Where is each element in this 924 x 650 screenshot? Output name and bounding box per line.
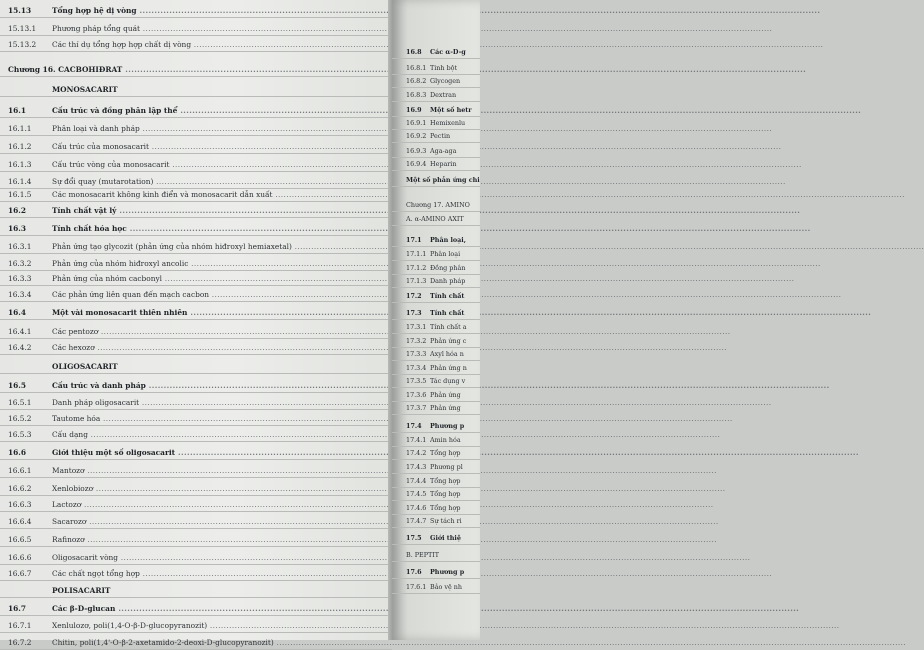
toc-row-title: Một số hetr xyxy=(430,106,472,114)
toc-row-title: Chương 16. CACBOHIĐRAT ..... xyxy=(8,65,334,74)
ruled-line xyxy=(392,387,480,388)
toc-row-number: 17.3.1 xyxy=(406,323,427,331)
toc-row xyxy=(0,63,392,77)
toc-row-number: 17.1.1 xyxy=(406,250,427,258)
toc-row-number: 16.1.2 xyxy=(8,142,32,151)
toc-row-number: 16.6 xyxy=(8,448,27,457)
ruled-line xyxy=(0,76,392,77)
ruled-line xyxy=(392,414,480,415)
toc-row-title: Chitin, poli(1,4'-O-β-2-axetamido-2-deoxi-D-glucopyranozit) ..... xyxy=(52,638,334,647)
toc-row-title: POLISACARIT xyxy=(52,586,111,595)
toc-row-number: 17.6 xyxy=(406,568,422,576)
toc-row xyxy=(0,222,392,236)
toc-row xyxy=(0,584,392,598)
toc-row-title: Tính chất xyxy=(430,309,465,317)
ruled-line xyxy=(0,270,392,271)
toc-row-number: 15.13 xyxy=(8,6,32,15)
toc-row-title: Rafinozơ ..... xyxy=(52,535,334,544)
toc-row-title: Hemixenlu xyxy=(430,119,466,127)
ruled-line xyxy=(0,235,392,236)
toc-row-number: 17.3.5 xyxy=(406,377,427,385)
toc-row-title: Tautome hóa ..... xyxy=(52,414,334,423)
toc-row-number: 15.13.2 xyxy=(8,40,37,49)
toc-row-title: Các monosacarit không kinh điển và monosacarit dẫn xuất ..... xyxy=(52,190,334,199)
toc-row-number: 16.9.4 xyxy=(406,160,427,168)
ruled-line xyxy=(392,87,480,88)
toc-row-number: 16.6.6 xyxy=(8,553,32,562)
toc-row-number: 16.1.5 xyxy=(8,190,32,199)
toc-row xyxy=(0,341,392,355)
ruled-line xyxy=(392,260,480,261)
ruled-line xyxy=(392,500,480,501)
ruled-line xyxy=(0,477,392,478)
toc-row xyxy=(0,360,392,374)
toc-row-number: 16.9.1 xyxy=(406,119,427,127)
ruled-line xyxy=(0,171,392,172)
ruled-line xyxy=(0,546,392,547)
ruled-line xyxy=(392,527,480,528)
toc-row-title: Phản ứng xyxy=(430,391,461,399)
toc-row-title: Phương pháp tổng quát ..... xyxy=(52,24,334,33)
toc-row-title: Oligosacarit vòng ..... xyxy=(52,553,334,562)
toc-row-title: Đồng phân xyxy=(430,264,466,272)
toc-row xyxy=(0,533,392,547)
toc-row-number: 17.4.1 xyxy=(406,436,427,444)
toc-row-title: Danh pháp xyxy=(430,277,466,285)
toc-row-number: 17.3 xyxy=(406,309,422,317)
ruled-line xyxy=(392,593,480,594)
ruled-line xyxy=(0,441,392,442)
toc-row-title: Axyl hóa n xyxy=(430,350,464,358)
ruled-line xyxy=(392,142,480,143)
toc-row-number: 16.1.1 xyxy=(8,124,32,133)
ruled-line xyxy=(392,246,480,247)
ruled-line xyxy=(392,319,480,320)
toc-row-title: Heparin xyxy=(430,160,457,168)
toc-row-number: 17.1.2 xyxy=(406,264,427,272)
toc-row xyxy=(0,325,392,339)
toc-row-title: Tổng hợp xyxy=(430,477,461,485)
toc-row-title: Xenlulozơ, poli(1,4-O-β-D-glucopyranozit) ..... xyxy=(52,621,334,630)
toc-row-title: Phản ứng tạo glycozit (phản ứng của nhóm hiđroxyl hemiaxetal) ..... xyxy=(52,242,334,251)
toc-row-title: Tính chất vật lý ..... xyxy=(52,206,334,215)
toc-row-title: Phân loại xyxy=(430,250,461,258)
toc-row-title: Cấu trúc vòng của monosacarit ..... xyxy=(52,160,334,169)
toc-row xyxy=(0,551,392,565)
toc-row-number: 16.7.1 xyxy=(8,621,32,630)
toc-row-number: 17.3.2 xyxy=(406,337,427,345)
toc-row-number: 16.5.1 xyxy=(8,398,32,407)
ruled-line xyxy=(0,35,392,36)
ruled-line xyxy=(0,153,392,154)
toc-row-number: 17.4.6 xyxy=(406,504,427,512)
ruled-line xyxy=(392,186,480,187)
ruled-line xyxy=(392,473,480,474)
toc-row-number: 17.1.3 xyxy=(406,277,427,285)
toc-row-number: 17.5 xyxy=(406,534,422,542)
ruled-line xyxy=(392,101,480,102)
toc-row xyxy=(0,515,392,529)
toc-row xyxy=(0,306,392,320)
toc-row-title: Tổng hợp hệ dị vòng ..... xyxy=(52,6,334,15)
toc-row-title: Pectin xyxy=(430,132,451,140)
toc-row-title: Phản ứng của nhóm cacbonyl ..... xyxy=(52,274,334,283)
ruled-line xyxy=(0,425,392,426)
toc-row-number: 17.4.5 xyxy=(406,490,427,498)
toc-row xyxy=(0,22,392,36)
toc-row xyxy=(0,482,392,496)
toc-row-number: 16.5.2 xyxy=(8,414,32,423)
ruled-line xyxy=(0,632,392,633)
ruled-line xyxy=(0,117,392,118)
ruled-line xyxy=(0,253,392,254)
ruled-line xyxy=(0,135,392,136)
toc-row-number: 16.8 xyxy=(406,48,422,56)
ruled-line xyxy=(0,217,392,218)
toc-row-title: Bảo vệ nh xyxy=(430,583,463,591)
toc-row-title: Giới thiệu một số oligosacarit ..... xyxy=(52,448,334,457)
toc-row xyxy=(0,396,392,410)
toc-row-number: 16.6.7 xyxy=(8,569,32,578)
toc-row-title: Cấu trúc và đồng phân lập thể ..... xyxy=(52,106,334,115)
toc-row xyxy=(0,412,392,426)
toc-row-number: 16.3 xyxy=(8,224,27,233)
ruled-line xyxy=(0,301,392,302)
toc-row-title: Các phản ứng liên quan đến mạch cacbon ..... xyxy=(52,290,334,299)
toc-row xyxy=(0,464,392,478)
toc-row xyxy=(0,122,392,136)
ruled-line xyxy=(0,511,392,512)
toc-row xyxy=(0,498,392,512)
toc-row-number: 16.3.4 xyxy=(8,290,32,299)
toc-row-title: Dextran xyxy=(430,91,457,99)
toc-row-title: Tổng hợp xyxy=(430,504,461,512)
toc-row xyxy=(0,204,392,218)
ruled-line xyxy=(392,544,480,545)
toc-row-title: Tổng hợp xyxy=(430,490,461,498)
toc-row-title: Các hexozơ ..... xyxy=(52,343,334,352)
toc-row-number: 17.3.7 xyxy=(406,404,427,412)
toc-row-number: 16.9 xyxy=(406,106,422,114)
toc-row-title: Một vài monosacarit thiên nhiên ..... xyxy=(52,308,334,317)
ruled-line xyxy=(392,225,480,226)
toc-row-number: 16.5.3 xyxy=(8,430,32,439)
toc-row xyxy=(0,288,392,302)
toc-row xyxy=(0,158,392,172)
toc-row-title: Các thí dụ tổng hợp hợp chất dị vòng ..... xyxy=(52,40,334,49)
toc-row xyxy=(0,188,392,202)
right-page xyxy=(392,0,480,640)
toc-row-title: Các α-D-g xyxy=(430,48,466,56)
toc-row-number: 16.3.3 xyxy=(8,274,32,283)
toc-row-title: Tổng hợp xyxy=(430,449,461,457)
toc-row-number: 17.4.7 xyxy=(406,517,427,525)
toc-row-number: 16.2 xyxy=(8,206,27,215)
ruled-line xyxy=(392,432,480,433)
toc-row-title: Tính chất a xyxy=(430,323,467,331)
toc-row-number: 17.1 xyxy=(406,236,422,244)
toc-row xyxy=(0,4,392,18)
ruled-line xyxy=(0,17,392,18)
toc-row-title: A. α-AMINO AXIT xyxy=(406,215,464,223)
toc-row xyxy=(0,175,392,189)
toc-row-number: 17.6.1 xyxy=(406,583,427,591)
toc-row-title: Cấu trúc và danh pháp ..... xyxy=(52,381,334,390)
toc-row-title: Sự tách ri xyxy=(430,517,462,525)
ruled-line xyxy=(392,170,480,171)
ruled-line xyxy=(392,333,480,334)
toc-row-title: Phương pl xyxy=(430,463,463,471)
toc-row-title: Các chất ngọt tổng hợp ..... xyxy=(52,569,334,578)
toc-row-title: Cấu trúc của monosacarit ..... xyxy=(52,142,334,151)
toc-row-title: Aga-aga xyxy=(430,147,457,155)
toc-row-number: 16.7 xyxy=(8,604,27,613)
toc-row-title: Glycogen xyxy=(430,77,461,85)
toc-row xyxy=(0,272,392,286)
ruled-line xyxy=(0,564,392,565)
toc-row-title: Mantozơ ..... xyxy=(52,466,334,475)
toc-row-number: 16.4.1 xyxy=(8,327,32,336)
ruled-line xyxy=(0,495,392,496)
ruled-line xyxy=(0,354,392,355)
toc-row-number: 16.3.2 xyxy=(8,259,32,268)
toc-row xyxy=(0,104,392,118)
ruled-line xyxy=(0,459,392,460)
ruled-line xyxy=(392,302,480,303)
toc-row xyxy=(0,83,392,97)
toc-row-number: 16.1.3 xyxy=(8,160,32,169)
ruled-line xyxy=(0,96,392,97)
toc-row-title: Cấu dạng ..... xyxy=(52,430,334,439)
toc-row xyxy=(0,257,392,271)
toc-row-title: Lactozơ ..... xyxy=(52,500,334,509)
toc-row-number: 16.3.1 xyxy=(8,242,32,251)
ruled-line xyxy=(0,597,392,598)
toc-row-number: 17.4.3 xyxy=(406,463,427,471)
toc-row-number: 17.3.6 xyxy=(406,391,427,399)
ruled-line xyxy=(392,578,480,579)
toc-row xyxy=(0,602,392,616)
toc-row-title: Phân loại, xyxy=(430,236,466,244)
toc-row-title: Chương 17. AMINO xyxy=(406,201,470,209)
toc-row xyxy=(0,446,392,460)
toc-row-title: Tính chất hóa học ..... xyxy=(52,224,334,233)
toc-row-number: 16.8.3 xyxy=(406,91,427,99)
ruled-line xyxy=(0,409,392,410)
ruled-line xyxy=(0,615,392,616)
toc-row-number: 16.6.2 xyxy=(8,484,32,493)
toc-row xyxy=(0,140,392,154)
ruled-line xyxy=(0,528,392,529)
ruled-line xyxy=(0,319,392,320)
ruled-line xyxy=(392,360,480,361)
toc-row xyxy=(0,567,392,581)
toc-row-title: Tinh bột xyxy=(430,64,458,72)
toc-row-title: Phản ứng xyxy=(430,404,461,412)
ruled-line xyxy=(0,285,392,286)
toc-row-title: Phân loại và danh pháp ..... xyxy=(52,124,334,133)
toc-row-title: Danh pháp oligosacarit ..... xyxy=(52,398,334,407)
ruled-line xyxy=(0,580,392,581)
toc-row-title: B. PEPTIT xyxy=(406,551,440,559)
ruled-line xyxy=(0,51,392,52)
toc-row-title: Phương p xyxy=(430,422,465,430)
toc-row-number: 17.4.2 xyxy=(406,449,427,457)
toc-row-number: 15.13.1 xyxy=(8,24,37,33)
ruled-line xyxy=(0,392,392,393)
ruled-line xyxy=(392,58,480,59)
toc-row-number: 16.6.1 xyxy=(8,466,32,475)
toc-row xyxy=(0,428,392,442)
toc-row-title: Giới thiệ xyxy=(430,534,461,542)
toc-row-number: 16.6.4 xyxy=(8,517,32,526)
toc-row xyxy=(0,38,392,52)
toc-row xyxy=(0,636,392,650)
toc-row xyxy=(0,619,392,633)
toc-row-number: 17.2 xyxy=(406,292,422,300)
ruled-line xyxy=(0,338,392,339)
toc-row-title: Phản ứng c xyxy=(430,337,467,345)
toc-row xyxy=(0,379,392,393)
ruled-line xyxy=(392,211,480,212)
ruled-line xyxy=(0,201,392,202)
ruled-line xyxy=(392,561,480,562)
toc-row-number: 17.3.3 xyxy=(406,350,427,358)
toc-row-title: Các β-D-glucan ..... xyxy=(52,604,334,613)
toc-row-number: 16.1 xyxy=(8,106,27,115)
toc-row-number: 16.8.2 xyxy=(406,77,427,85)
ruled-line xyxy=(392,287,480,288)
toc-row-title: Phương p xyxy=(430,568,465,576)
toc-row-number: 17.4.4 xyxy=(406,477,427,485)
toc-row-title: Phản ứng của nhóm hiđroxyl ancolic ..... xyxy=(52,259,334,268)
toc-row-title: Phản ứng n xyxy=(430,364,467,372)
toc-row-number: 16.6.3 xyxy=(8,500,32,509)
toc-row-number: 16.8.1 xyxy=(406,64,427,72)
ruled-line xyxy=(392,459,480,460)
ruled-line xyxy=(0,373,392,374)
toc-row-number: 16.6.5 xyxy=(8,535,32,544)
toc-row-title: MONOSACARIT xyxy=(52,85,118,94)
toc-row-title: Sự đổi quay (mutarotation) ..... xyxy=(52,177,334,186)
toc-row-number: 17.4 xyxy=(406,422,422,430)
toc-row-title: Các pentozơ ..... xyxy=(52,327,334,336)
toc-row-title: Tính chất xyxy=(430,292,465,300)
toc-row-number: 16.5 xyxy=(8,381,27,390)
toc-row xyxy=(0,240,392,254)
toc-row-number: 16.9.3 xyxy=(406,147,427,155)
left-page xyxy=(0,0,392,647)
toc-row-number: 17.3.4 xyxy=(406,364,427,372)
toc-row-number: 16.9.2 xyxy=(406,132,427,140)
toc-row-title: Một số phản ứng chi xyxy=(406,176,480,184)
toc-row-title: Xenlobiozơ ..... xyxy=(52,484,334,493)
toc-row-number: 16.4.2 xyxy=(8,343,32,352)
toc-row-title: Amin hóa xyxy=(430,436,461,444)
toc-row-number: 16.7.2 xyxy=(8,638,32,647)
toc-row-number: 16.4 xyxy=(8,308,27,317)
toc-row-title: Sacarozơ ..... xyxy=(52,517,334,526)
toc-row-title: OLIGOSACARIT xyxy=(52,362,118,371)
toc-row-title: Tác dụng v xyxy=(430,377,466,385)
toc-row-number: 16.1.4 xyxy=(8,177,32,186)
